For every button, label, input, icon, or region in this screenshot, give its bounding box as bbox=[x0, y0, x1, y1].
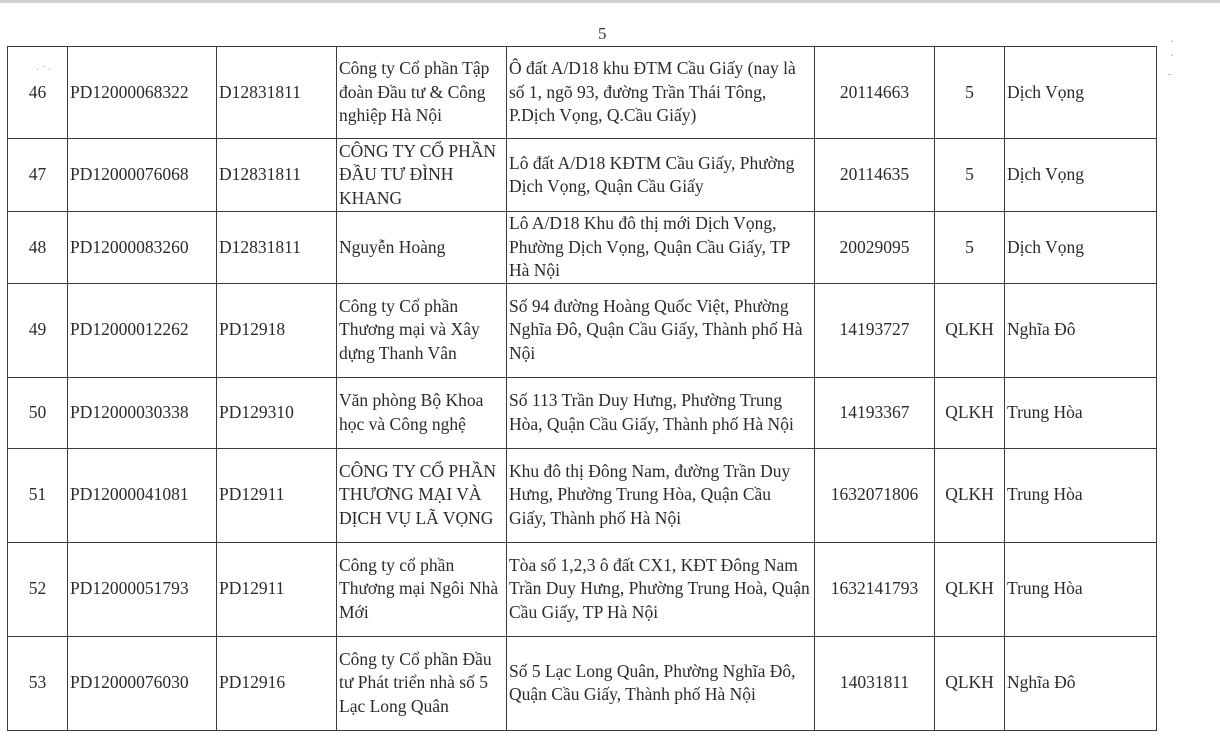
station-code: D12831811 bbox=[217, 47, 337, 139]
row-number: 49 bbox=[8, 283, 68, 377]
meter-number: 20029095 bbox=[815, 212, 935, 284]
table-row bbox=[8, 283, 1157, 377]
row-number: 50 bbox=[8, 377, 68, 448]
meter-number: 14193727 bbox=[815, 283, 935, 377]
station-code: PD12911 bbox=[217, 448, 337, 542]
team: QLKH bbox=[935, 542, 1005, 636]
customer-code: PD12000012262 bbox=[68, 283, 217, 377]
customer-code: PD12000068322 bbox=[68, 47, 217, 139]
table-row bbox=[8, 448, 1157, 542]
table-row bbox=[8, 139, 1157, 212]
station-code: PD12916 bbox=[217, 636, 337, 730]
customer-code: PD12000076030 bbox=[68, 636, 217, 730]
meter-number: 14193367 bbox=[815, 377, 935, 448]
team: QLKH bbox=[935, 448, 1005, 542]
row-number: 48 bbox=[8, 212, 68, 284]
station-code: PD12918 bbox=[217, 283, 337, 377]
ward: Dịch Vọng bbox=[1005, 47, 1157, 139]
station-code: PD12911 bbox=[217, 542, 337, 636]
scan-top-edge bbox=[0, 0, 1220, 3]
table-row bbox=[8, 636, 1157, 730]
customer-table bbox=[7, 46, 1157, 731]
team: QLKH bbox=[935, 636, 1005, 730]
customer-code: PD12000030338 bbox=[68, 377, 217, 448]
customer-name: Nguyễn Hoàng bbox=[337, 212, 507, 284]
ward: Nghĩa Đô bbox=[1005, 283, 1157, 377]
station-code: D12831811 bbox=[217, 139, 337, 212]
row-number: 51 bbox=[8, 448, 68, 542]
scan-artifact: · ˙ · bbox=[36, 65, 51, 76]
team: QLKH bbox=[935, 377, 1005, 448]
customer-name: Văn phòng Bộ Khoa học và Công nghệ bbox=[337, 377, 507, 448]
address: Số 94 đường Hoàng Quốc Việt, Phường Nghĩa Đô, Quận Cầu Giấy, Thành phố Hà Nội bbox=[507, 283, 815, 377]
team: 5 bbox=[935, 47, 1005, 139]
address: Lô đất A/D18 KĐTM Cầu Giấy, Phường Dịch Vọng, Quận Cầu Giấy bbox=[507, 139, 815, 212]
team: QLKH bbox=[935, 283, 1005, 377]
scan-artifact: - bbox=[1168, 69, 1172, 80]
row-number: 47 bbox=[8, 139, 68, 212]
customer-name: CÔNG TY CỔ PHẦN ĐẦU TƯ ĐÌNH KHANG bbox=[337, 139, 507, 212]
customer-code: PD12000041081 bbox=[68, 448, 217, 542]
customer-name: Công ty Cổ phần Tập đoàn Đầu tư & Công nghiệp Hà Nội bbox=[337, 47, 507, 139]
ward: Trung Hòa bbox=[1005, 448, 1157, 542]
customer-name: Công ty Cổ phần Đầu tư Phát triển nhà số 5 Lạc Long Quân bbox=[337, 636, 507, 730]
ward: Trung Hòa bbox=[1005, 377, 1157, 448]
meter-number: 1632071806 bbox=[815, 448, 935, 542]
ward: Dịch Vọng bbox=[1005, 139, 1157, 212]
customer-name: Công ty cổ phần Thương mại Ngôi Nhà Mới bbox=[337, 542, 507, 636]
table-row bbox=[8, 47, 1157, 139]
row-number: 53 bbox=[8, 636, 68, 730]
station-code: D12831811 bbox=[217, 212, 337, 284]
team: 5 bbox=[935, 139, 1005, 212]
meter-number: 20114635 bbox=[815, 139, 935, 212]
customer-code: PD12000076068 bbox=[68, 139, 217, 212]
scan-artifact: · bbox=[1170, 37, 1174, 48]
ward: Dịch Vọng bbox=[1005, 212, 1157, 284]
address: Khu đô thị Đông Nam, đường Trần Duy Hưng, Phường Trung Hòa, Quận Cầu Giấy, Thành phố Hà Nội bbox=[507, 448, 815, 542]
meter-number: 20114663 bbox=[815, 47, 935, 139]
station-code: PD129310 bbox=[217, 377, 337, 448]
address: Ô đất A/D18 khu ĐTM Cầu Giấy (nay là số 1, ngõ 93, đường Trần Thái Tông, P.Dịch Vọng, Q.Cầu Giấy) bbox=[507, 47, 815, 139]
team: 5 bbox=[935, 212, 1005, 284]
table-row bbox=[8, 212, 1157, 284]
meter-number: 1632141793 bbox=[815, 542, 935, 636]
address: Số 5 Lạc Long Quân, Phường Nghĩa Đô, Quận Cầu Giấy, Thành phố Hà Nội bbox=[507, 636, 815, 730]
table-row bbox=[8, 377, 1157, 448]
page-number: 5 bbox=[598, 24, 607, 43]
scan-artifact: · bbox=[1170, 51, 1174, 62]
table-row bbox=[8, 542, 1157, 636]
meter-number: 14031811 bbox=[815, 636, 935, 730]
customer-code: PD12000051793 bbox=[68, 542, 217, 636]
ward: Nghĩa Đô bbox=[1005, 636, 1157, 730]
row-number: 52 bbox=[8, 542, 68, 636]
customer-name: Công ty Cổ phần Thương mại và Xây dựng Thanh Vân bbox=[337, 283, 507, 377]
row-number: 46 bbox=[8, 47, 68, 139]
address: Lô A/D18 Khu đô thị mới Dịch Vọng, Phường Dịch Vọng, Quận Cầu Giấy, TP Hà Nội bbox=[507, 212, 815, 284]
address: Số 113 Trần Duy Hưng, Phường Trung Hòa, Quận Cầu Giấy, Thành phố Hà Nội bbox=[507, 377, 815, 448]
address: Tòa số 1,2,3 ô đất CX1, KĐT Đông Nam Trần Duy Hưng, Phường Trung Hoà, Quận Cầu Giấy, TP Hà Nội bbox=[507, 542, 815, 636]
customer-code: PD12000083260 bbox=[68, 212, 217, 284]
customer-name: CÔNG TY CỔ PHẦN THƯƠNG MẠI VÀ DỊCH VỤ LÃ VỌNG bbox=[337, 448, 507, 542]
ward: Trung Hòa bbox=[1005, 542, 1157, 636]
